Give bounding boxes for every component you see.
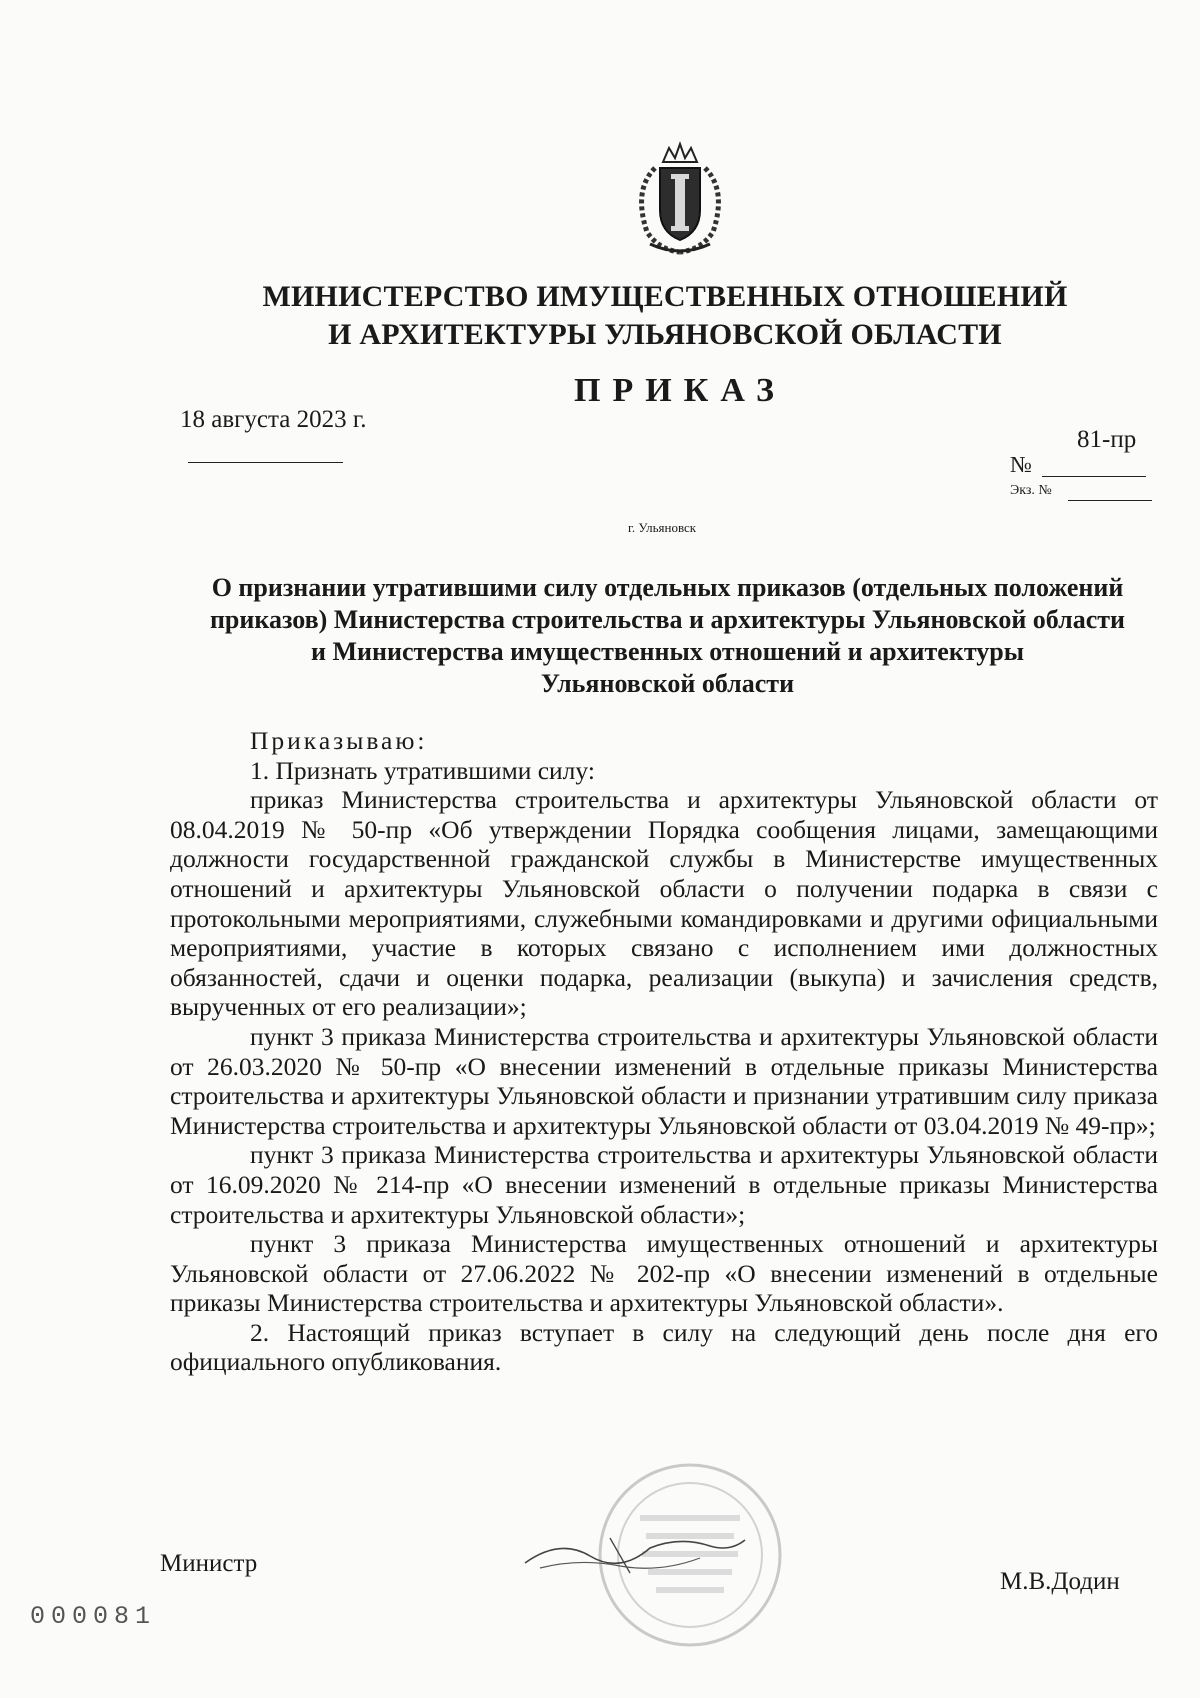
city: г. Ульяновск	[628, 520, 697, 535]
order-body	[170, 726, 1158, 1377]
order-number: 81-пр	[1077, 426, 1137, 453]
order-item-1: 1. Признать утратившими силу:	[250, 755, 595, 785]
revoked-order-1: приказ Министерства строительства и архитектуры Ульяновской области от 08.04.2019 № 50-пр «Об утверждении Порядка сообщения лицами, замещающими должности государственной гражданской службы в Министерстве имущественных отношений и архитектуры Ульяновской области о получении подарка в связи с протокольными мероприятиями, служебными командировками и другими официальными мероприятиями, участие в которых связано с исполнением ими должностных обязанностей, сдачи и оценки подарка, реализации (выкупа) и зачисления средств, вырученных от его реализации»;	[170, 785, 1158, 1022]
registration-number: 000081	[30, 1602, 157, 1631]
copy-number-underline	[1068, 500, 1152, 501]
subject-line: приказов) Министерства строительства и архитектуры Ульяновской области	[209, 605, 1126, 634]
copy-number-label: Экз. №	[1010, 483, 1052, 498]
order-directive: Приказываю:	[250, 726, 428, 755]
revoked-order-4: пункт 3 приказа Министерства имущественных отношений и архитектуры Ульяновской области от 27.06.2022 № 202-пр «О внесении изменений в отдельные приказы Министерства строительства и архитектуры Ульяновской области».	[170, 1229, 1158, 1318]
date-underline	[188, 462, 343, 463]
order-date: 18 августа 2023 г.	[180, 406, 367, 433]
ulyanovsk-coat-of-arms-icon	[625, 140, 735, 260]
ministry-name-line1: МИНИСТЕРСТВО ИМУЩЕСТВЕННЫХ ОТНОШЕНИЙ	[262, 280, 1068, 313]
order-number-label: №	[1010, 452, 1032, 477]
revoked-order-3: пункт 3 приказа Министерства строительства и архитектуры Ульяновской области от 16.09.2020 № 214-пр «О внесении изменений в отдельные приказы Министерства строительства и архитектуры Ульяновской области»;	[170, 1140, 1158, 1229]
signatory-position: Министр	[160, 1550, 258, 1577]
order-number-underline	[1042, 476, 1146, 477]
ministry-name-line2: И АРХИТЕКТУРЫ УЛЬЯНОВСКОЙ ОБЛАСТИ	[328, 318, 1002, 351]
minister-signature	[520, 1518, 750, 1588]
order-title: ПРИКАЗ	[574, 372, 786, 409]
signatory-name: М.В.Додин	[1000, 1568, 1120, 1595]
order-subject	[175, 572, 1160, 700]
subject-line: Ульяновской области	[540, 669, 795, 698]
subject-line: О признании утратившими силу отдельных приказов (отдельных положений	[211, 573, 1124, 602]
subject-line: и Министерства имущественных отношений и архитектуры	[310, 637, 1025, 666]
revoked-order-2: пункт 3 приказа Министерства строительства и архитектуры Ульяновской области от 26.03.2020 № 50-пр «О внесении изменений в отдельные приказы Министерства строительства и архитектуры Ульяновской области и признании утратившим силу приказа Министерства строительства и архитектуры Ульяновской области от 03.04.2019 № 49-пр»;	[170, 1021, 1158, 1140]
order-item-2: 2. Настоящий приказ вступает в силу на следующий день после дня его официального опубликования.	[170, 1317, 1158, 1377]
ministry-name	[240, 278, 1090, 354]
